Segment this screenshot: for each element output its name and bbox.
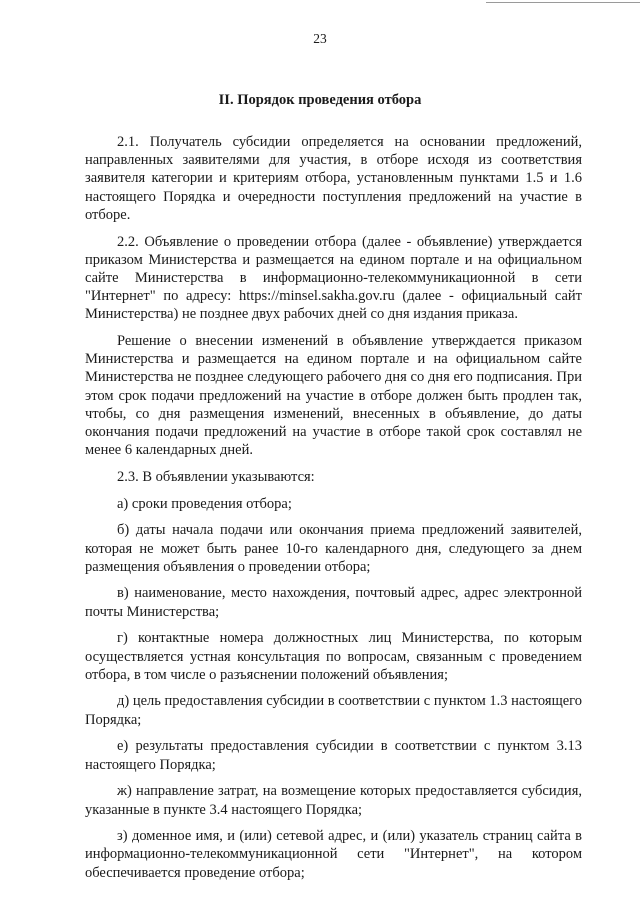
scan-edge-line	[486, 2, 640, 3]
paragraph-2-2: 2.2. Объявление о проведении отбора (далее - объявление) утверждается приказом Министерства и размещается на едином портале и на официальном сайте Министерства в информационно-телекоммуникационной в сети "Интернет" по адресу: https://minsel.sakha.gov.ru (далее - официальный сайт Министерства) не позднее двух рабочих дней со дня издания приказа.	[85, 233, 582, 323]
list-item-a: а) сроки проведения отбора;	[117, 495, 292, 512]
list-item-v: в) наименование, место нахождения, почтовый адрес, адрес электронной почты Министерства;	[85, 585, 582, 620]
paragraph-2-3: 2.3. В объявлении указываются:	[117, 468, 315, 485]
section-title: II. Порядок проведения отбора	[218, 92, 422, 108]
list-item-b: б) даты начала подачи или окончания приема предложений заявителей, которая не может быть ранее 10-го календарного дня, следующего за днем размещения объявления о проведении отбора;	[85, 522, 582, 575]
list-item-d: д) цель предоставления субсидии в соответствии с пунктом 1.3 настоящего Порядка;	[85, 693, 582, 728]
paragraph-2-1: 2.1. Получатель субсидии определяется на основании предложений, направленных заявителями для участия, в отборе исходя из соответствия заявителя категории и критериям отбора, установленным пунктами 1.5 и 1.6 настоящего Порядка и очередности поступления предложений на участие в отборе.	[85, 134, 582, 223]
paragraph-changes-decision: Решение о внесении изменений в объявление утверждается приказом Министерства и размещается на едином портале и на официальном сайте Министерства не позднее следующего рабочего дня со дня его подписания. При этом срок подачи предложений на участие в отборе должен быть продлен так, чтобы, со дня размещения изменений, внесенных в объявление, до даты окончания подачи предложений на участие в отборе такой срок составлял не менее 6 календарных дней.	[85, 333, 582, 459]
list-item-g: г) контактные номера должностных лиц Министерства, по которым осуществляется устная консультация по вопросам, связанным с проведением отбора, в том числе о разъяснении положений объявления;	[85, 630, 582, 683]
document-body	[85, 133, 582, 890]
list-item-e: е) результаты предоставления субсидии в соответствии с пунктом 3.13 настоящего Порядка;	[85, 738, 582, 773]
page-number: 23	[313, 31, 327, 46]
list-item-z: з) доменное имя, и (или) сетевой адрес, и (или) указатель страниц сайта в информационно-телекоммуникационной сети "Интернет", на котором обеспечивается проведение отбора;	[85, 828, 582, 881]
list-item-zh: ж) направление затрат, на возмещение которых предоставляется субсидия, указанные в пункте 3.4 настоящего Порядка;	[85, 783, 582, 818]
